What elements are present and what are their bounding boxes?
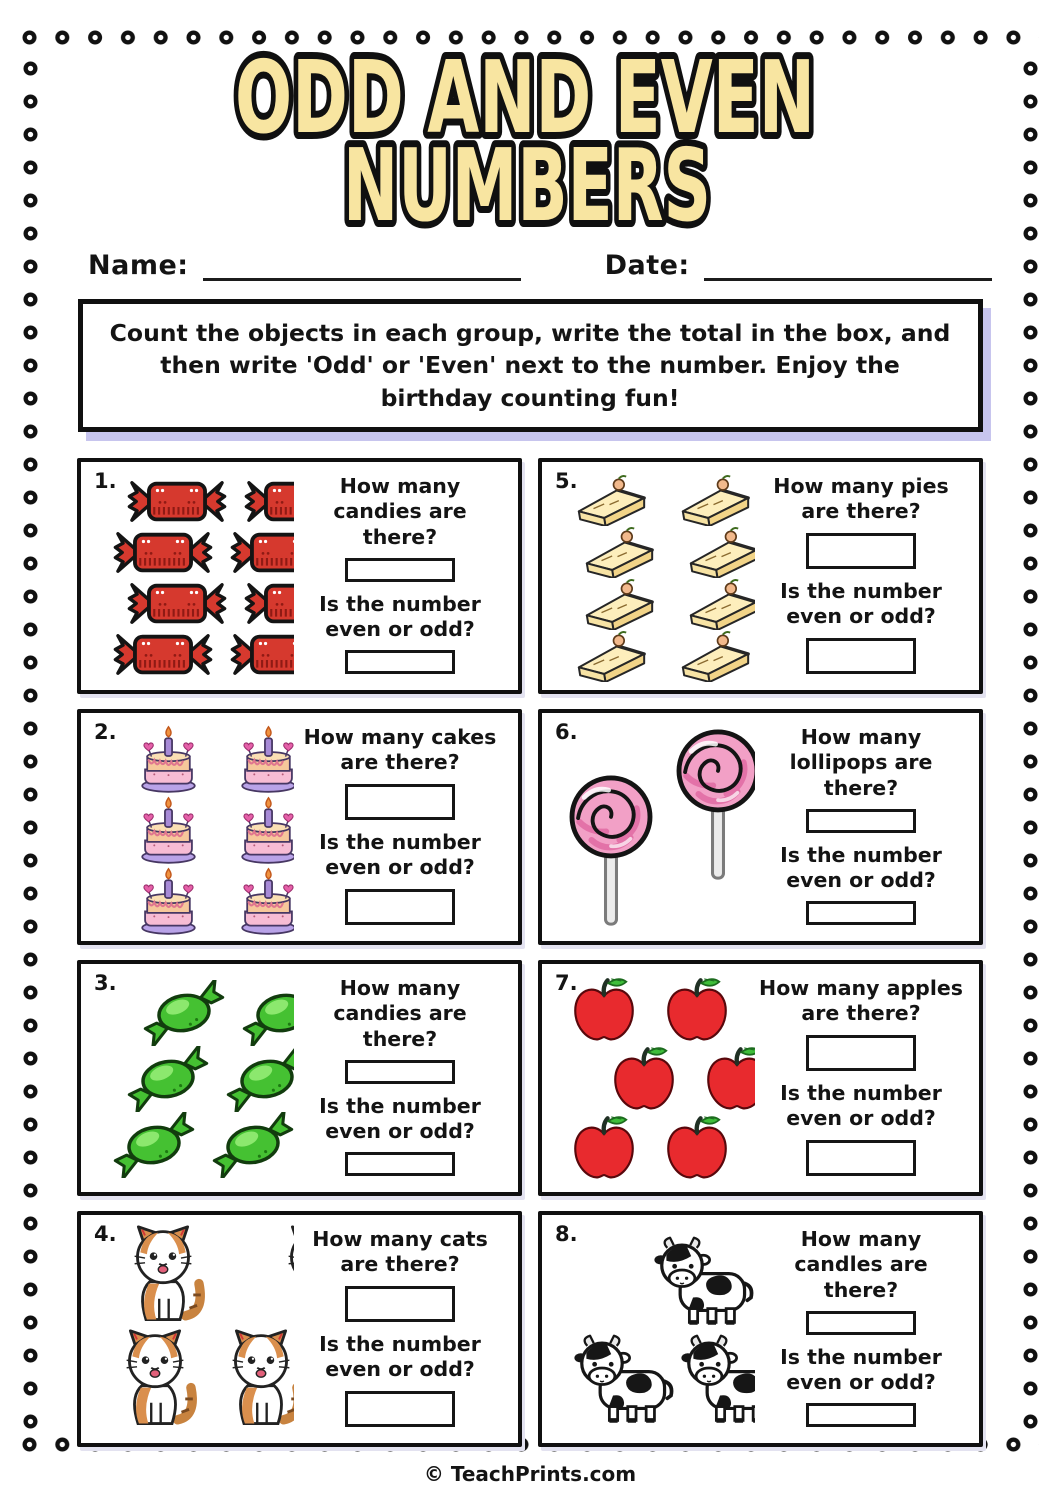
apple-icon — [746, 1114, 755, 1183]
question-panel — [294, 713, 518, 941]
item-group-candies — [81, 462, 294, 690]
page-title — [0, 50, 1060, 232]
parity-question: Is the number even or odd? — [780, 1081, 942, 1131]
green-candy-icon — [236, 980, 294, 1046]
birthday-cake-icon — [221, 795, 294, 866]
parity-answer-box[interactable] — [345, 650, 455, 674]
item-row — [121, 866, 294, 937]
pie-slice-icon — [666, 630, 755, 682]
item-group-pies — [542, 462, 755, 690]
count-question: How many lollipops are there? — [789, 725, 933, 800]
green-candy-icon — [137, 980, 231, 1046]
item-group-cats — [81, 1215, 294, 1443]
count-answer-box[interactable] — [345, 784, 455, 821]
dotted-border-right — [1022, 60, 1039, 1446]
item-row — [121, 1046, 294, 1112]
birthday-cake-icon — [121, 724, 216, 795]
question-card-4 — [77, 1211, 522, 1447]
question-number: 3. — [94, 971, 117, 996]
item-row — [570, 526, 755, 578]
parity-answer-box[interactable] — [345, 1391, 455, 1428]
item-group-cows — [542, 1215, 755, 1443]
question-card-2 — [77, 709, 522, 945]
parity-question: Is the number even or odd? — [319, 830, 481, 880]
count-question: How many cakes are there? — [303, 725, 497, 775]
question-panel — [755, 964, 979, 1192]
red-candy-icon — [121, 476, 233, 527]
question-number: 2. — [94, 720, 117, 745]
red-candy-icon — [224, 527, 294, 578]
question-panel — [294, 1215, 518, 1443]
apple-icon — [600, 1045, 688, 1114]
parity-question: Is the number even or odd? — [319, 1332, 481, 1382]
item-group-lollipops — [542, 713, 755, 941]
item-row — [574, 1333, 755, 1425]
cat-icon — [115, 1225, 211, 1329]
apple-icon — [653, 976, 741, 1045]
question-number: 8. — [555, 1222, 578, 1247]
dotted-border-left — [22, 60, 39, 1446]
item-row — [107, 1329, 294, 1433]
green-candy-icon — [220, 1046, 294, 1112]
question-panel — [294, 462, 518, 690]
parity-answer-box[interactable] — [806, 901, 916, 925]
pie-slice-icon — [674, 526, 755, 578]
question-number: 7. — [555, 971, 578, 996]
count-answer-box[interactable] — [806, 1035, 916, 1072]
question-card-5 — [538, 458, 983, 694]
cat-icon — [107, 1329, 203, 1433]
parity-question: Is the number even or odd? — [780, 579, 942, 629]
question-number: 6. — [555, 720, 578, 745]
instruction-box: Count the objects in each group, write the total in the box, and then write 'Odd' or 'Even' next to the number. Enjoy the birthday counting fun! — [78, 299, 983, 432]
parity-answer-box[interactable] — [806, 638, 916, 675]
date-write-line[interactable] — [704, 255, 992, 281]
name-write-line[interactable] — [203, 255, 521, 281]
item-group-cakes — [81, 713, 294, 941]
parity-question: Is the number even or odd? — [319, 1093, 481, 1144]
birthday-cake-icon — [121, 866, 216, 937]
item-row — [600, 1045, 755, 1114]
name-date-row — [88, 250, 1000, 281]
item-row — [560, 976, 755, 1045]
pie-slice-icon — [570, 526, 669, 578]
count-answer-box[interactable] — [345, 558, 455, 582]
pie-slice-icon — [674, 578, 755, 630]
item-row — [115, 1225, 294, 1329]
red-candy-icon — [107, 527, 219, 578]
count-answer-box[interactable] — [345, 1060, 455, 1084]
parity-question: Is the number even or odd? — [780, 1344, 942, 1395]
count-answer-box[interactable] — [806, 809, 916, 833]
birthday-cake-icon — [221, 866, 294, 937]
item-row — [654, 1235, 755, 1327]
item-row — [560, 773, 755, 929]
parity-answer-box[interactable] — [345, 1152, 455, 1176]
count-question: How many candies are there? — [333, 976, 467, 1051]
item-row — [562, 630, 755, 682]
question-card-3 — [77, 960, 522, 1196]
pie-slice-icon — [666, 474, 755, 526]
item-group-apples — [542, 964, 755, 1192]
parity-question: Is the number even or odd? — [319, 591, 481, 642]
question-card-7 — [538, 960, 983, 1196]
red-candy-icon — [121, 578, 233, 629]
date-label: Date: — [604, 250, 690, 281]
question-card-8 — [538, 1211, 983, 1447]
footer-credit: © TeachPrints.com — [423, 1462, 637, 1486]
cow-icon — [681, 1333, 755, 1425]
title-line-1: ODD AND EVEN — [235, 50, 815, 156]
count-question: How many candies are there? — [333, 474, 467, 549]
question-number: 1. — [94, 469, 117, 494]
name-label: Name: — [88, 250, 189, 281]
question-card-6 — [538, 709, 983, 945]
question-panel — [755, 462, 979, 690]
item-row — [107, 527, 294, 578]
item-row — [121, 724, 294, 795]
item-row — [570, 578, 755, 630]
question-panel — [755, 1215, 979, 1443]
question-panel — [755, 713, 979, 941]
item-row — [560, 1114, 755, 1183]
apple-icon — [560, 1114, 648, 1183]
item-row — [107, 629, 294, 680]
count-question: How many apples are there? — [759, 976, 963, 1026]
title-line-2: NUMBERS — [343, 127, 711, 232]
item-group-candies — [81, 964, 294, 1192]
pie-slice-icon — [570, 578, 669, 630]
count-answer-box[interactable] — [806, 1311, 916, 1335]
parity-question: Is the number even or odd? — [780, 842, 942, 893]
cat-icon — [213, 1329, 294, 1433]
count-question: How many candles are there? — [794, 1227, 928, 1302]
cow-icon — [654, 1235, 755, 1327]
dotted-border-top — [21, 29, 1039, 46]
parity-answer-box[interactable] — [806, 1403, 916, 1427]
count-answer-box[interactable] — [345, 1286, 455, 1323]
item-row — [121, 476, 294, 527]
count-question: How many pies are there? — [773, 474, 949, 524]
count-question: How many cats are there? — [312, 1227, 488, 1277]
item-row — [562, 474, 755, 526]
green-candy-icon — [121, 1046, 215, 1112]
lollipop-icon — [560, 773, 662, 929]
lollipop-icon — [667, 727, 755, 883]
red-candy-icon — [107, 629, 219, 680]
red-candy-icon — [224, 629, 294, 680]
parity-answer-box[interactable] — [345, 889, 455, 926]
item-row — [121, 795, 294, 866]
question-panel — [294, 964, 518, 1192]
item-row — [121, 578, 294, 629]
parity-answer-box[interactable] — [806, 1140, 916, 1177]
count-answer-box[interactable] — [806, 533, 916, 570]
green-candy-icon — [107, 1112, 201, 1178]
pie-slice-icon — [562, 630, 661, 682]
apple-icon — [693, 1045, 755, 1114]
apple-icon — [746, 976, 755, 1045]
green-candy-icon — [206, 1112, 294, 1178]
birthday-cake-icon — [121, 795, 216, 866]
question-number: 5. — [555, 469, 578, 494]
question-grid — [77, 458, 983, 1447]
red-candy-icon — [238, 476, 294, 527]
birthday-cake-icon — [221, 724, 294, 795]
item-row — [137, 980, 294, 1046]
question-number: 4. — [94, 1222, 117, 1247]
cow-icon — [574, 1333, 676, 1425]
cat-icon — [269, 1225, 294, 1329]
item-row — [107, 1112, 294, 1178]
red-candy-icon — [238, 578, 294, 629]
apple-icon — [653, 1114, 741, 1183]
question-card-1 — [77, 458, 522, 694]
